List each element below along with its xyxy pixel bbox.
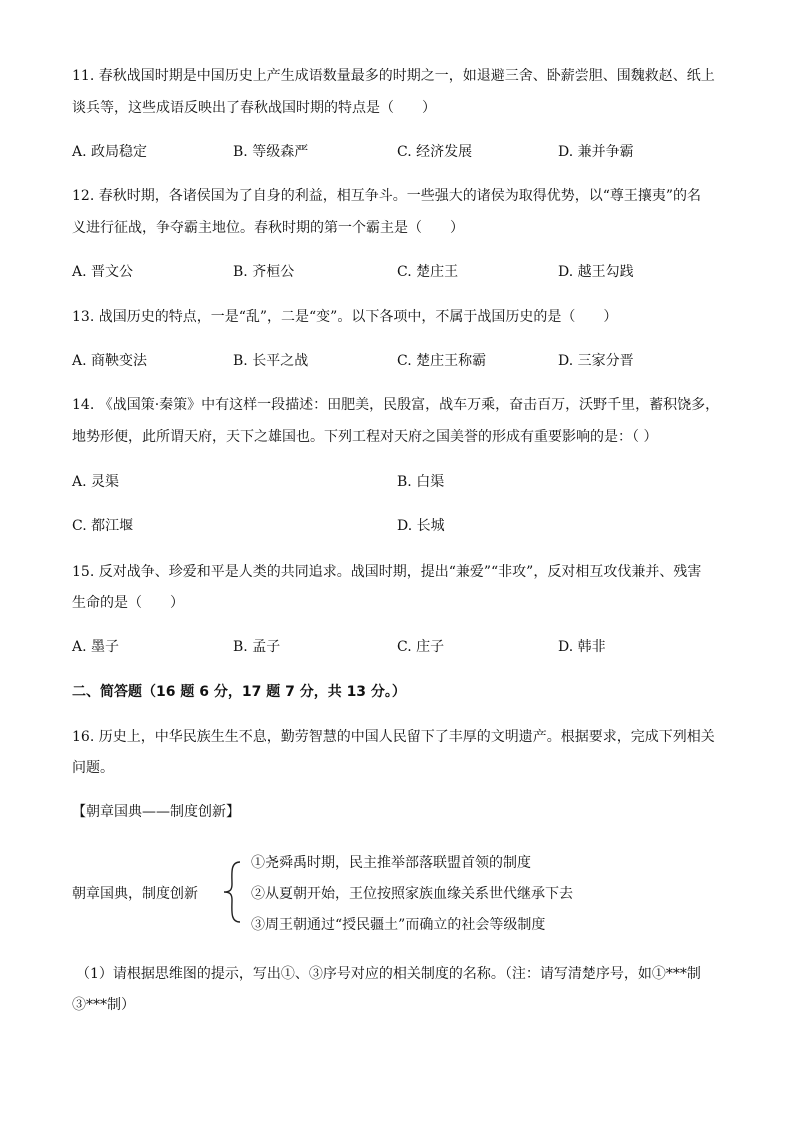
q15-option-c[interactable]: C. 庄子 (397, 639, 445, 655)
q14-option-a[interactable]: A. 灵渠 (72, 474, 120, 490)
q15-text-line1: 15. 反对战争、珍爱和平是人类的共同追求。战国时期，提出“兼爱”“非攻”，反对相互攻伐兼并、残害 (72, 564, 702, 580)
q12-option-d[interactable]: D. 越王勾践 (558, 264, 634, 280)
brace-icon (220, 860, 244, 924)
q16-text-line2: 问题。 (72, 760, 114, 776)
q15-option-b[interactable]: B. 孟子 (233, 639, 281, 655)
q12-text-line2: 义进行征战，争夺霸主地位。春秋时期的第一个霸主是（ ） (72, 220, 464, 236)
q14-text-line2: 地势形便，此所谓天府，天下之雄国也。下列工程对天府之国美誉的形成有重要影响的是：（ ） (72, 429, 658, 445)
q14-text-line1: 14. 《战国策·秦策》中有这样一段描述：田肥美，民殷富，战车万乘，奋击百万，沃野千里，蓄积饶多， (72, 397, 720, 413)
q14-option-c[interactable]: C. 都江堰 (72, 518, 134, 534)
q14-option-d[interactable]: D. 长城 (397, 518, 445, 534)
q13-option-b[interactable]: B. 长平之战 (233, 353, 309, 369)
q11-option-b[interactable]: B. 等级森严 (233, 144, 309, 160)
q16-sub1-line2: ③***制） (72, 997, 135, 1013)
q13-text-line1: 13. 战国历史的特点，一是“乱”，二是“变”。以下各项中，不属于战国历史的是（ ） (72, 309, 618, 325)
mindmap-branch-2: ②从夏朝开始，王位按照家族血缘关系世代继承下去 (251, 886, 573, 902)
mindmap-root: 朝章国典，制度创新 (72, 886, 198, 902)
q11-text-line2: 谈兵等，这些成语反映出了春秋战国时期的特点是（ ） (72, 100, 436, 116)
q15-text-line2: 生命的是（ ） (72, 595, 184, 611)
q11-option-c[interactable]: C. 经济发展 (397, 144, 473, 160)
q13-option-d[interactable]: D. 三家分晋 (558, 353, 634, 369)
q12-option-c[interactable]: C. 楚庄王 (397, 264, 459, 280)
q15-option-d[interactable]: D. 韩非 (558, 639, 606, 655)
q16-text-line1: 16. 历史上，中华民族生生不息，勤劳智慧的中国人民留下了丰厚的文明遗产。根据要求，完成下列相关 (72, 729, 715, 745)
q16-sub1-line1: （1）请根据思维图的提示，写出①、③序号对应的相关制度的名称。（注：请写清楚序号，如①***制 (76, 966, 701, 982)
q11-option-a[interactable]: A. 政局稳定 (72, 144, 148, 160)
q11-text-line1: 11. 春秋战国时期是中国历史上产生成语数量最多的时期之一，如退避三舍、卧薪尝胆、围魏救赵、纸上 (72, 68, 715, 84)
q11-option-d[interactable]: D. 兼并争霸 (558, 144, 634, 160)
q13-option-a[interactable]: A. 商鞅变法 (72, 353, 148, 369)
q13-option-c[interactable]: C. 楚庄王称霸 (397, 353, 487, 369)
mindmap-branch-1: ①尧舜禹时期，民主推举部落联盟首领的制度 (251, 855, 531, 871)
q12-option-b[interactable]: B. 齐桓公 (233, 264, 295, 280)
q15-option-a[interactable]: A. 墨子 (72, 639, 120, 655)
q16-subtitle: 【朝章国典——制度创新】 (72, 804, 240, 820)
q12-text-line1: 12. 春秋时期，各诸侯国为了自身的利益，相互争斗。一些强大的诸侯为取得优势，以“尊王攘夷”的名 (72, 188, 702, 204)
mindmap-branch-3: ③周王朝通过“授民疆土”而确立的社会等级制度 (251, 917, 546, 933)
section-heading: 二、简答题（16 题 6 分，17 题 7 分，共 13 分。） (72, 684, 406, 700)
q14-option-b[interactable]: B. 白渠 (397, 474, 445, 490)
q12-option-a[interactable]: A. 晋文公 (72, 264, 134, 280)
